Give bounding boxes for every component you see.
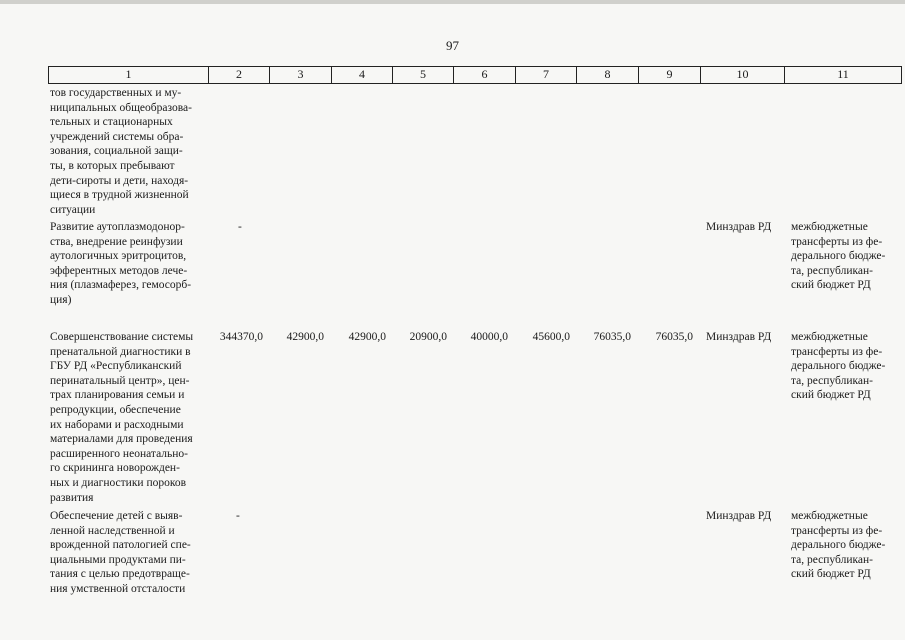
row-3-col8: 76035,0 <box>593 331 631 343</box>
row-2-funding: межбюджетные трансферты из фе- дерального бюдже- та, республикан- ский бюджет РД <box>791 221 886 292</box>
column-header-9: 9 <box>638 67 700 83</box>
row-4-responsible: Минздрав РД <box>706 510 772 522</box>
column-header-7: 7 <box>515 67 576 83</box>
column-header-11: 11 <box>784 67 902 83</box>
page-number: 97 <box>446 38 459 53</box>
scan-top-edge <box>0 0 905 4</box>
row-2-responsible: Минздрав РД <box>706 221 772 233</box>
row-3-col9: 76035,0 <box>655 331 693 343</box>
row-4-col2-dash: - <box>236 510 240 522</box>
row-1-description: тов государственных и му- ниципальных общеобразова- тельных и стационарных учреждений системы обра- зования, социальной защи- ты, в которых пребывают дети-сироты и дети, находя- щиеся в трудной жизненной ситуации <box>50 87 192 216</box>
row-2-description: Развитие аутоплазмодонор- ства, внедрение реинфузии аутологичных эритроцитов, эфферентных методов лече- ния (плазмаферез, гемосорб- ция) <box>50 221 192 306</box>
table-column-header-row <box>48 66 902 84</box>
column-header-8: 8 <box>576 67 638 83</box>
row-3-col4: 42900,0 <box>348 331 386 343</box>
column-header-6: 6 <box>453 67 515 83</box>
row-2-col2-dash: - <box>238 221 242 233</box>
column-header-1: 1 <box>48 67 208 83</box>
row-3-responsible: Минздрав РД <box>706 331 772 343</box>
row-3-description: Совершенствование системы пренатальной диагностики в ГБУ РД «Республиканский перинатальный центр», цен- трах планирования семьи и репродукции, обеспечение их наборами и расходными материалами для проведения расширенного неонатально- го скрининга новорожден- ных и диагностики пороков развития <box>50 331 194 504</box>
column-header-10: 10 <box>700 67 784 83</box>
column-header-4: 4 <box>331 67 392 83</box>
row-4-description: Обеспечение детей с выяв- ленной наследственной и врожденной патологией спе- циальными продуктами пи- тания с целью предотвраще- ния умственной отсталости <box>50 510 191 595</box>
row-4-funding: межбюджетные трансферты из фе- дерального бюдже- та, республикан- ский бюджет РД <box>791 510 886 581</box>
row-3-col5: 20900,0 <box>409 331 447 343</box>
column-header-3: 3 <box>269 67 331 83</box>
column-header-5: 5 <box>392 67 453 83</box>
row-3-col2: 344370,0 <box>219 331 263 343</box>
row-3-funding: межбюджетные трансферты из фе- дерального бюдже- та, республикан- ский бюджет РД <box>791 331 886 402</box>
row-3-col7: 45600,0 <box>532 331 570 343</box>
row-3-col6: 40000,0 <box>470 331 508 343</box>
column-header-2: 2 <box>208 67 269 83</box>
row-3-col3: 42900,0 <box>286 331 324 343</box>
